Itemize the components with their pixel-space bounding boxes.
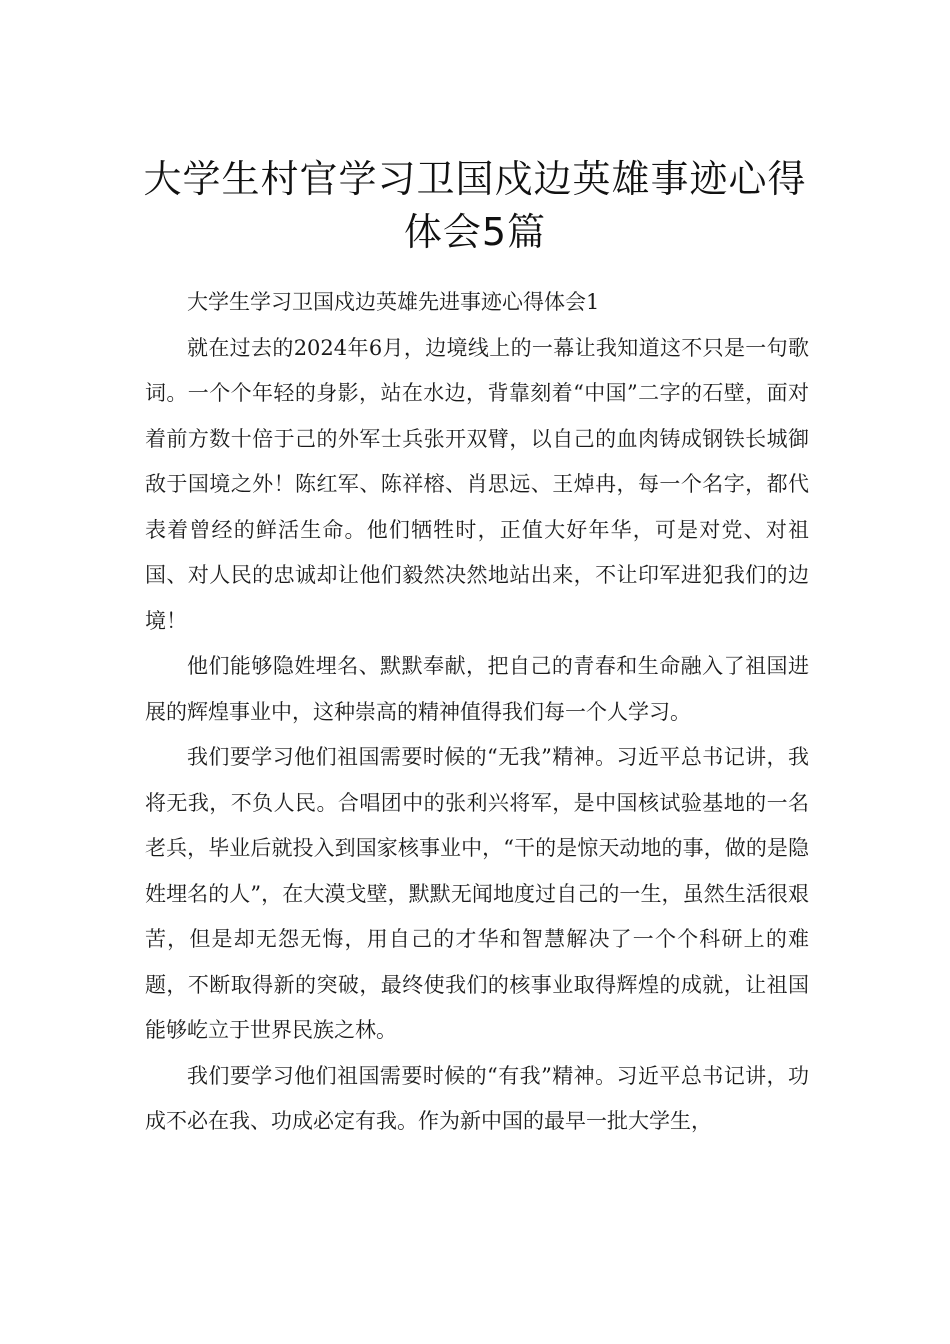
document-title-line-1: 大学生村官学习卫国戍边英雄事迹心得 [143, 157, 807, 202]
paragraph: 我们要学习他们祖国需要时候的“无我”精神。习近平总书记讲，我将无我，不负人民。合唱团中的张利兴将军，是中国核试验基地的一名老兵，毕业后就投入到国家核事业中，“干的是惊天动地的事，做的是隐姓埋名的人”，在大漠戈壁，默默无闻地度过自己的一生，虽然生活很艰苦，但是却无怨无悔，用自己的才华和智慧解决了一个个科研上的难题，不断取得新的突破，最终使我们的核事业取得辉煌的成就，让祖国能够屹立于世界民族之林。 [145, 745, 809, 1042]
paragraph: 我们要学习他们祖国需要时候的“有我”精神。习近平总书记讲，功成不必在我、功成必定有我。作为新中国的最早一批大学生， [145, 1063, 809, 1133]
section-heading: 大学生学习卫国戍边英雄先进事迹心得体会1 [187, 290, 600, 314]
paragraph: 就在过去的2024年6月，边境线上的一幕让我知道这不只是一句歌词。一个个年轻的身影，站在水边，背靠刻着“中国”二字的石壁，面对着前方数十倍于己的外军士兵张开双臂，以自己的血肉铸成钢铁长城御敌于国境之外！陈红军、陈祥榕、肖思远、王焯冉，每一个名字，都代表着曾经的鲜活生命。他们牺牲时，正值大好年华，可是对党、对祖国、对人民的忠诚却让他们毅然决然地站出来，不让印军进犯我们的边境！ [145, 335, 809, 633]
document-body [145, 280, 809, 1145]
document-title-line-2: 体会5篇 [403, 210, 547, 255]
paragraph: 他们能够隐姓埋名、默默奉献，把自己的青春和生命融入了祖国进展的辉煌事业中，这种崇高的精神值得我们每一个人学习。 [145, 654, 809, 724]
document-title [100, 153, 850, 259]
